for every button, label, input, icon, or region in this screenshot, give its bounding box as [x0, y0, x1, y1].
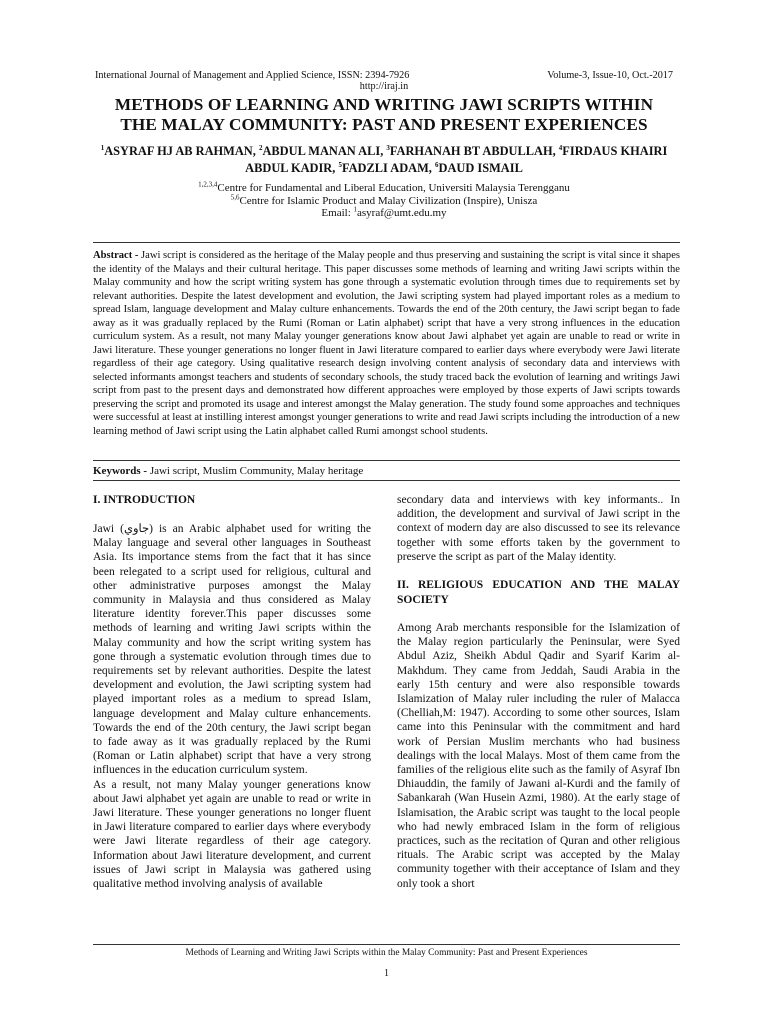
author-name: FARHANAH BT ABDULLAH,	[389, 144, 559, 158]
journal-url: http://iraj.in	[359, 81, 409, 92]
abstract-top-rule	[93, 242, 680, 243]
email-address[interactable]: asyraf@umt.edu.my	[357, 207, 447, 219]
intro-paragraph-3: secondary data and interviews with key informants.. In addition, the development and survival of Jawi script in the context of modern day are also discussed to see its relevance together with some efforts taken by the government to preserve the script as part of the Malay identity.	[397, 494, 680, 563]
intro-paragraph-1	[93, 522, 371, 778]
journal-name: International Journal of Management and Applied Science, ISSN: 2394-7926	[95, 70, 410, 81]
affiliations	[90, 182, 678, 220]
email-label: Email:	[321, 207, 354, 219]
volume-issue: Volume-3, Issue-10, Oct.-2017	[547, 70, 673, 81]
abstract	[93, 249, 680, 438]
author-name: FIRDAUS KHAIRI ABDUL KADIR,	[245, 144, 668, 175]
affiliation-1	[90, 182, 678, 195]
author-name: ABDUL MANAN ALI,	[262, 144, 387, 158]
intro-paragraph-2: As a result, not many Malay younger generations know about Jawi alphabet yet again are unable to read or write in Jawi literature. These younger generations no longer fluent in Jawi literature compared to earlier days where everybody were Jawi literate regardless of their age category. Information about Jawi literature development, and current issues of Jawi script in Malaysia was gathered using qualitative method involving analysis of available	[93, 778, 371, 891]
keywords-top-rule	[93, 460, 680, 461]
affiliation-sup: 5,6	[230, 192, 240, 201]
author-name: ASYRAF HJ AB RAHMAN,	[104, 144, 259, 158]
paper-title	[80, 95, 688, 135]
section-heading-religious-education: II. RELIGIOUS EDUCATION AND THE MALAY SOCIETY	[397, 579, 680, 607]
author-sup: 1	[100, 143, 105, 152]
right-column	[397, 493, 680, 891]
keywords	[93, 465, 680, 478]
left-column	[93, 493, 371, 891]
keywords-bottom-rule	[93, 480, 680, 481]
keywords-text: Jawi script, Muslim Community, Malay heritage	[149, 465, 364, 477]
text-run: Jawi (	[93, 523, 124, 535]
affiliation-2	[90, 192, 678, 208]
author-sup: 4	[558, 143, 563, 152]
running-footer: Methods of Learning and Writing Jawi Scripts within the Malay Community: Past and Present Experiences	[185, 948, 588, 958]
abstract-text: Jawi script is considered as the heritage of the Malay people and thus preserving and sustaining the script is vital since it shapes the identity of the Malays and their cultural heritage. This paper discusses some methods of learning and writing Jawi scripts within the Malay community and how the script writing system has gone through a systematic evolution through times due to requirements set by relevant authorities. Despite the latest development and evolution, the Jawi scripting system had played important roles as a medium to spread Islam, language development and Malay culture enhancements. Towards the end of the 20th century, the Jawi script began to fade away as it was gradually replaced by the Rumi (Roman or Latin alphabet) script that have a very strong influences in the education curriculum system. As a result, not many Malay younger generations know about Jawi alphabet yet again are unable to read or write in Jawi literature. These younger generations no longer fluent in Jawi literature compared to earlier days where everybody were Jawi literate regardless of their age category. Using qualitative research design involving content analysis of secondary data and interviews with selected informants amongst teachers and students of secondary schools, the study traced back the evolution of learning and writings Jawi script from past to the present days and demonstrated how different approaches were employed by those experts of Jawi scripts towards preserving the script and promoted its usage and interest amongst the Malay generation. The study found some approaches and techniques were successful at least at instilling interest amongst younger generations to write and read Jawi scripts including the introduction of a new learning method of Jawi script using the Latin alphabet called Rumi amongst school students.	[93, 250, 680, 437]
affiliation-text: Centre for Islamic Product and Malay Civilization (Inspire), Unisza	[239, 194, 538, 207]
text-run: ) is an Arabic alphabet used for writing the Malay language and several other languages in Southeast Asia. Its importance stems from the fact that it has since been relegated to a script used for religious, cultural and other administrative purposes amongst the Malay community in Malaysia and thus considered as Malay literature identity forever.This paper discusses some methods of learning and writing Jawi scripts within the Malay community and how the script writing system has gone through a systematic evolution through times due to requirements set by relevant authorities. Despite the latest development and evolution, the Jawi scripting system had played important roles as a medium to spread Islam, language development and Malay culture enhancements. Towards the end of the 20th century, the Jawi script began to fade away as it was gradually replaced by the Rumi (Roman or Latin alphabet) script that have a very strong influences in the education curriculum system.	[93, 523, 371, 777]
page-number: 1	[384, 968, 389, 979]
footer-rule	[93, 944, 680, 945]
contact-email	[90, 207, 678, 220]
keywords-label: Keywords -	[93, 465, 150, 477]
religious-paragraph-1: Among Arab merchants responsible for the Islamization of the Malay region particularly the Peninsular, were Syed Abdul Aziz, Sheikh Abdul Qadir and Syarif Karim al-Makhdum. They came from Jeddah, Saudi Arabia in the early 15th century and were also responsible towards Islamization of Malay ruler including the ruler of Malacca (Chelliah,M: 1947). According to some other sources, Islam came into this Peninsular with the commitment and hard work of Persian Muslim merchants who had business dealings with the local Malays. Most of them came from the families of the religious elite such as the family of Asyraf Ibn Dhiauddin, the family of Jawani al-Kurdi and the family of Sabankarah (Wan Husein Azmi, 1980). At the early stage of Islamisation, the Arabic script was taught to the local people who had newly embraced Islam in the form of religious practices, such as the recitation of Quran and other religious rituals. The Arabic script was accepted by the Malay community together with their acceptance of Islam and they only took a short	[397, 622, 680, 890]
author-sup: 3	[386, 143, 390, 152]
section-heading-introduction: I. INTRODUCTION	[93, 494, 196, 506]
abstract-label: Abstract -	[93, 250, 142, 261]
author-sup: 5	[338, 160, 342, 169]
title-line-2: THE MALAY COMMUNITY: PAST AND PRESENT EXPERIENCES	[120, 115, 648, 134]
author-sup: 6	[435, 160, 439, 169]
email-sup: 1	[353, 205, 357, 214]
author-name: DAUD ISMAIL	[438, 161, 523, 175]
affiliation-text: Centre for Fundamental and Liberal Education, Universiti Malaysia Terengganu	[217, 182, 570, 194]
author-name: FADZLI ADAM,	[341, 161, 435, 175]
title-line-1: METHODS OF LEARNING AND WRITING JAWI SCRIPTS WITHIN	[114, 95, 654, 114]
author-list	[90, 143, 678, 177]
arabic-word: جاوي	[123, 523, 150, 535]
affiliation-sup: 1,2,3,4	[198, 180, 218, 189]
author-sup: 2	[258, 143, 263, 152]
